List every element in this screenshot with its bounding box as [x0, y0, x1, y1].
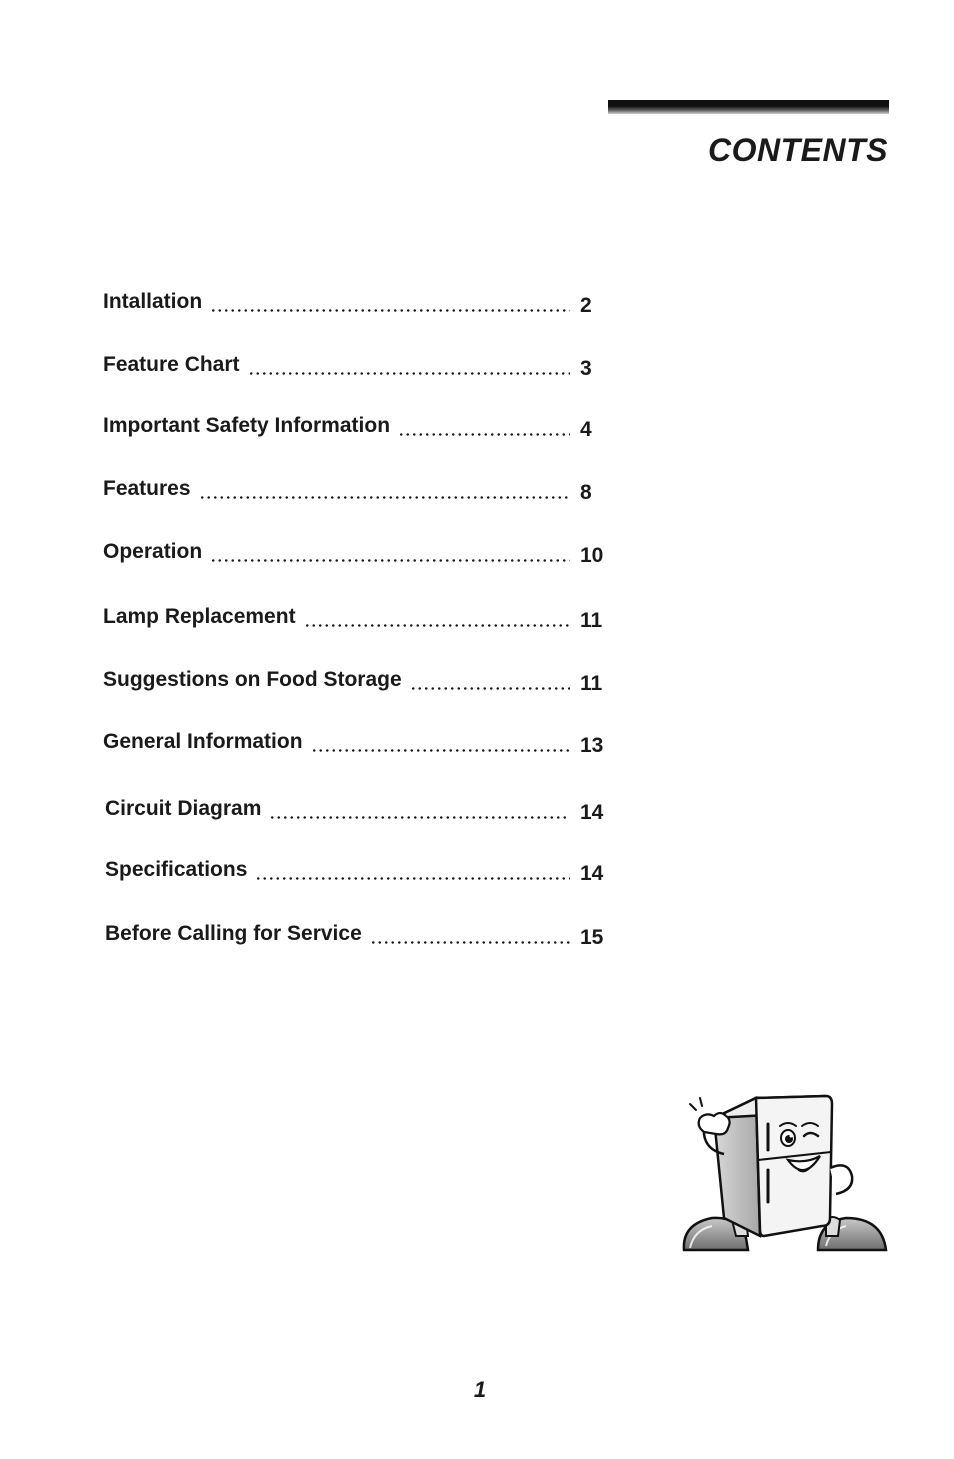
toc-entry-features[interactable]: [103, 471, 606, 504]
toc-entry-circuit-diagram[interactable]: [105, 791, 606, 824]
toc-entry-page: 13: [580, 734, 604, 757]
toc-entry-page: 11: [580, 609, 603, 632]
toc-entry-label: Feature Chart: [103, 353, 240, 376]
toc-entry-label: General Information: [103, 730, 303, 753]
dot-leader: [311, 749, 570, 752]
page-title: CONTENTS: [708, 132, 888, 168]
toc-entry-food-storage[interactable]: [103, 662, 606, 695]
toc-entry-page: 11: [580, 672, 603, 695]
dot-leader: [255, 877, 570, 880]
refrigerator-mascot-icon: [676, 1090, 892, 1256]
dot-leader: [210, 309, 570, 312]
toc-entry-general-information[interactable]: [103, 724, 606, 757]
toc-entry-operation[interactable]: [103, 534, 606, 567]
dot-leader: [269, 816, 570, 819]
toc-entry-page: 14: [580, 862, 604, 885]
dot-leader: [199, 496, 570, 499]
toc-entry-label: Before Calling for Service: [105, 922, 362, 945]
dot-leader: [304, 624, 570, 627]
toc-entry-feature-chart[interactable]: [103, 347, 606, 380]
toc-entry-label: Suggestions on Food Storage: [103, 668, 402, 691]
toc-entry-label: Important Safety Information: [103, 414, 391, 437]
toc-entry-page: 2: [580, 294, 592, 317]
toc-entry-label: Intallation: [103, 290, 203, 313]
toc-entry-page: 14: [580, 801, 604, 824]
toc-entry-label: Specifications: [105, 858, 248, 881]
dot-leader: [370, 941, 570, 944]
toc-entry-page: 3: [580, 357, 592, 380]
toc-entry-installation[interactable]: [103, 284, 606, 317]
toc-entry-label: Lamp Replacement: [103, 605, 296, 628]
dot-leader: [248, 372, 570, 375]
toc-entry-before-calling-service[interactable]: [105, 916, 606, 949]
page-number: 1: [473, 1377, 487, 1402]
toc-entry-label: Features: [103, 477, 191, 500]
toc-entry-label: Operation: [103, 540, 203, 563]
toc-entry-lamp-replacement[interactable]: [103, 599, 606, 632]
dot-leader: [398, 433, 570, 436]
toc-entry-page: 4: [580, 418, 592, 441]
toc-entry-safety[interactable]: [103, 408, 606, 441]
toc-entry-page: 10: [580, 544, 604, 567]
dot-leader: [410, 687, 570, 690]
toc-entry-page: 15: [580, 926, 604, 949]
toc-entry-label: Circuit Diagram: [105, 797, 262, 820]
dot-leader: [210, 559, 570, 562]
toc-entry-page: 8: [580, 481, 592, 504]
toc-entry-specifications[interactable]: [105, 852, 606, 885]
